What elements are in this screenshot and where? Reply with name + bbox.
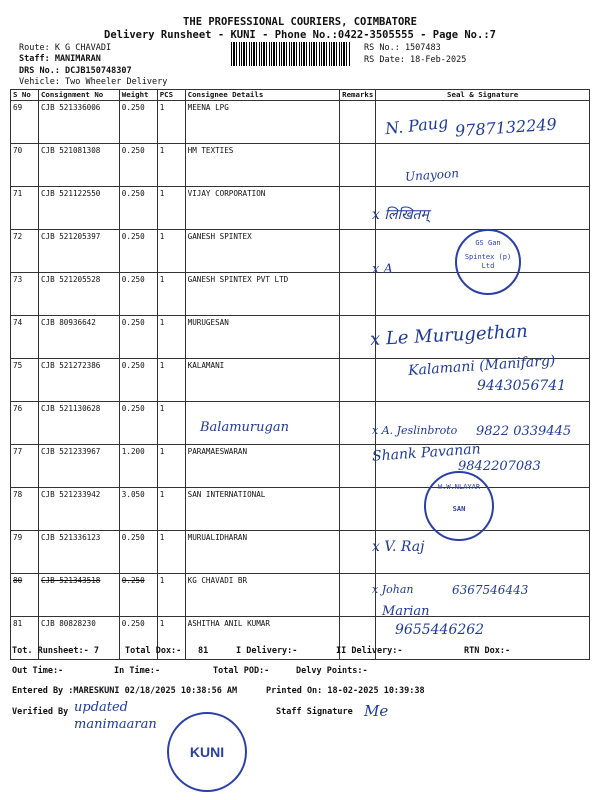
cell-pcs: 1 — [157, 531, 185, 574]
rtn-dox: RTN Dox:- — [464, 646, 511, 656]
total-pod: Total POD:- — [213, 666, 270, 676]
cell-consignment: CJB 521336006 — [38, 101, 119, 144]
cell-consignment: CJB 521205528 — [38, 273, 119, 316]
cell-weight: 0.250 — [119, 101, 157, 144]
cell-weight: 0.250 — [119, 531, 157, 574]
handwritten-signature: Marian — [382, 604, 430, 619]
cell-sno: 75 — [11, 359, 39, 402]
handwritten-signature: Unayoon — [404, 166, 460, 184]
cell-pcs: 1 — [157, 144, 185, 187]
table-row — [11, 531, 590, 574]
cell-consignee: GANESH SPINTEX — [185, 230, 340, 273]
handwritten-signature: x A — [372, 262, 393, 277]
cell-consignee: MEENA LPG — [185, 101, 340, 144]
cell-consignee: SAN INTERNATIONAL — [185, 488, 340, 531]
cell-consignment: CJB 80936642 — [38, 316, 119, 359]
total-dox-value: 81 — [198, 646, 209, 656]
cell-consignee: GANESH SPINTEX PVT LTD — [185, 273, 340, 316]
cell-consignment: CJB 80828230 — [38, 617, 119, 660]
cell-consignee: ASHITHA ANIL KUMAR — [185, 617, 340, 660]
handwritten-signature: x V. Raj — [372, 539, 425, 555]
cell-consignment: CJB 521205397 — [38, 230, 119, 273]
col-sno: S No — [11, 90, 39, 101]
cell-remarks — [340, 359, 376, 402]
rs-number: RS No.: 1507483 — [364, 43, 441, 53]
staff-signature-label: Staff Signature — [276, 707, 353, 717]
cell-consignment: CJB 521233967 — [38, 445, 119, 488]
company-stamp — [424, 471, 494, 541]
staff-signature: Me — [364, 702, 389, 720]
cell-pcs: 1 — [157, 187, 185, 230]
i-delivery: I Delivery:- — [236, 646, 298, 656]
handwritten-phone: 9787132249 — [454, 114, 558, 141]
ii-delivery: II Delivery:- — [336, 646, 403, 656]
handwritten-phone: 9655446262 — [395, 622, 485, 638]
cell-weight: 0.250 — [119, 144, 157, 187]
stamp-text: GS Gan — [475, 239, 501, 247]
cell-weight: 0.250 — [119, 359, 157, 402]
cell-sno: 72 — [11, 230, 39, 273]
cell-consignee: PARAMAESWARAN — [185, 445, 340, 488]
cell-sno: 79 — [11, 531, 39, 574]
cell-remarks — [340, 531, 376, 574]
cell-consignment: CJB 521272386 — [38, 359, 119, 402]
col-consignee: Consignee Details — [185, 90, 340, 101]
cell-pcs: 1 — [157, 402, 185, 445]
handwritten-signature: x A. Jeslinbroto — [372, 424, 458, 437]
table-row — [11, 144, 590, 187]
cell-pcs: 1 — [157, 359, 185, 402]
cell-consignment: CJB 521122550 — [38, 187, 119, 230]
cell-pcs: 1 — [157, 101, 185, 144]
company-name: THE PROFESSIONAL COURIERS, COIMBATORE — [183, 16, 417, 28]
cell-sno: 76 — [11, 402, 39, 445]
rs-date: RS Date: 18-Feb-2025 — [364, 55, 467, 65]
cell-sno: 81 — [11, 617, 39, 660]
cell-consignment: CJB 521336123 — [38, 531, 119, 574]
col-weight: Weight — [119, 90, 157, 101]
handwritten-signature: Shank Pavanan — [371, 441, 482, 465]
cell-sno: 69 — [11, 101, 39, 144]
cell-pcs: 1 — [157, 273, 185, 316]
cell-pcs: 1 — [157, 617, 185, 660]
cell-remarks — [340, 187, 376, 230]
cell-sno: 73 — [11, 273, 39, 316]
drs-number: DRS No.: DCJB150748307 — [19, 66, 132, 76]
kuni-stamp: KUNI — [167, 712, 247, 792]
total-dox-label: Total Dox:- — [125, 646, 182, 656]
cell-remarks — [340, 574, 376, 617]
verified-by-label: Verified By — [12, 707, 69, 717]
cell-consignee: VIJAY CORPORATION — [185, 187, 340, 230]
col-remarks: Remarks — [340, 90, 376, 101]
delvy-points: Delvy Points:- — [296, 666, 368, 676]
entered-by: Entered By :MARESKUNI 02/18/2025 10:38:56 AM — [12, 686, 238, 696]
cell-sno: 78 — [11, 488, 39, 531]
cell-weight: 0.250 — [119, 402, 157, 445]
col-consignment: Consignment No — [38, 90, 119, 101]
cell-remarks — [340, 488, 376, 531]
cell-consignment: CJB 521130628 — [38, 402, 119, 445]
runsheet-title: Delivery Runsheet - KUNI - Phone No.:0422-3505555 - Page No.:7 — [104, 29, 496, 41]
cell-remarks — [340, 445, 376, 488]
cell-weight: 1.200 — [119, 445, 157, 488]
cell-pcs: 1 — [157, 574, 185, 617]
cell-remarks — [340, 101, 376, 144]
cell-weight: 3.050 — [119, 488, 157, 531]
cell-weight: 0.250 — [119, 617, 157, 660]
cell-remarks — [340, 230, 376, 273]
handwritten-signature: N. Paug — [384, 112, 450, 139]
cell-remarks — [340, 402, 376, 445]
handwritten-phone: 9822 0339445 — [476, 424, 572, 439]
stamp-text: SAN — [452, 505, 466, 514]
cell-consignment: CJB 521233942 — [38, 488, 119, 531]
handwritten-phone: 6367546443 — [452, 583, 529, 597]
cell-consignee: KALAMANI — [185, 359, 340, 402]
handwritten-phone: 9443056741 — [477, 378, 567, 394]
cell-sno: 80 — [11, 574, 39, 617]
cell-sno: 74 — [11, 316, 39, 359]
table-row — [11, 187, 590, 230]
cell-sno: 71 — [11, 187, 39, 230]
cell-pcs: 1 — [157, 488, 185, 531]
cell-remarks — [340, 273, 376, 316]
col-pcs: PCS — [157, 90, 185, 101]
cell-sno: 70 — [11, 144, 39, 187]
stamp-text: Spintex (p) Ltd — [464, 253, 512, 270]
printed-on: Printed On: 18-02-2025 10:39:38 — [266, 686, 425, 696]
cell-weight: 0.250 — [119, 187, 157, 230]
handwritten-signature: Balamurugan — [200, 420, 289, 435]
table-header-row — [11, 90, 590, 101]
cell-consignee: HM TEXTIES — [185, 144, 340, 187]
handwritten-phone: 9842207083 — [458, 459, 541, 474]
company-stamp — [455, 229, 521, 295]
cell-weight: 0.250 — [119, 230, 157, 273]
cell-pcs: 1 — [157, 445, 185, 488]
out-time: Out Time:- — [12, 666, 64, 676]
handwritten-signature: x Le Murugethan — [369, 320, 529, 351]
cell-consignee: MURUALIDHARAN — [185, 531, 340, 574]
cell-consignee: KG CHAVADI BR — [185, 574, 340, 617]
col-signature: Seal & Signature — [376, 90, 590, 101]
cell-consignment: CJB 521343518 — [38, 574, 119, 617]
staff-label: Staff: MANIMARAN — [19, 54, 101, 64]
vehicle-label: Vehicle: Two Wheeler Delivery — [19, 77, 168, 87]
route-label: Route: K G CHAVADI — [19, 43, 112, 53]
cell-consignment: CJB 521081308 — [38, 144, 119, 187]
cell-weight: 0.250 — [119, 316, 157, 359]
stamp-text: W.W.NLAYAR — [437, 483, 481, 491]
cell-weight: 0.250 — [119, 574, 157, 617]
cell-weight: 0.250 — [119, 273, 157, 316]
in-time: In Time:- — [114, 666, 161, 676]
verified-signature: updated manimaaran — [74, 700, 157, 732]
handwritten-signature: x Johan — [372, 583, 414, 596]
handwritten-signature: Kalamani (Manifarg) — [407, 352, 556, 380]
cell-pcs: 1 — [157, 230, 185, 273]
cell-consignee: MURUGESAN — [185, 316, 340, 359]
table-row — [11, 488, 590, 531]
runsheet-table — [10, 89, 590, 660]
tot-runsheet: Tot. Runsheet:- 7 — [12, 646, 99, 656]
cell-pcs: 1 — [157, 316, 185, 359]
cell-remarks — [340, 144, 376, 187]
cell-sno: 77 — [11, 445, 39, 488]
handwritten-signature: x लिखितम् — [372, 207, 429, 223]
barcode — [231, 42, 350, 66]
